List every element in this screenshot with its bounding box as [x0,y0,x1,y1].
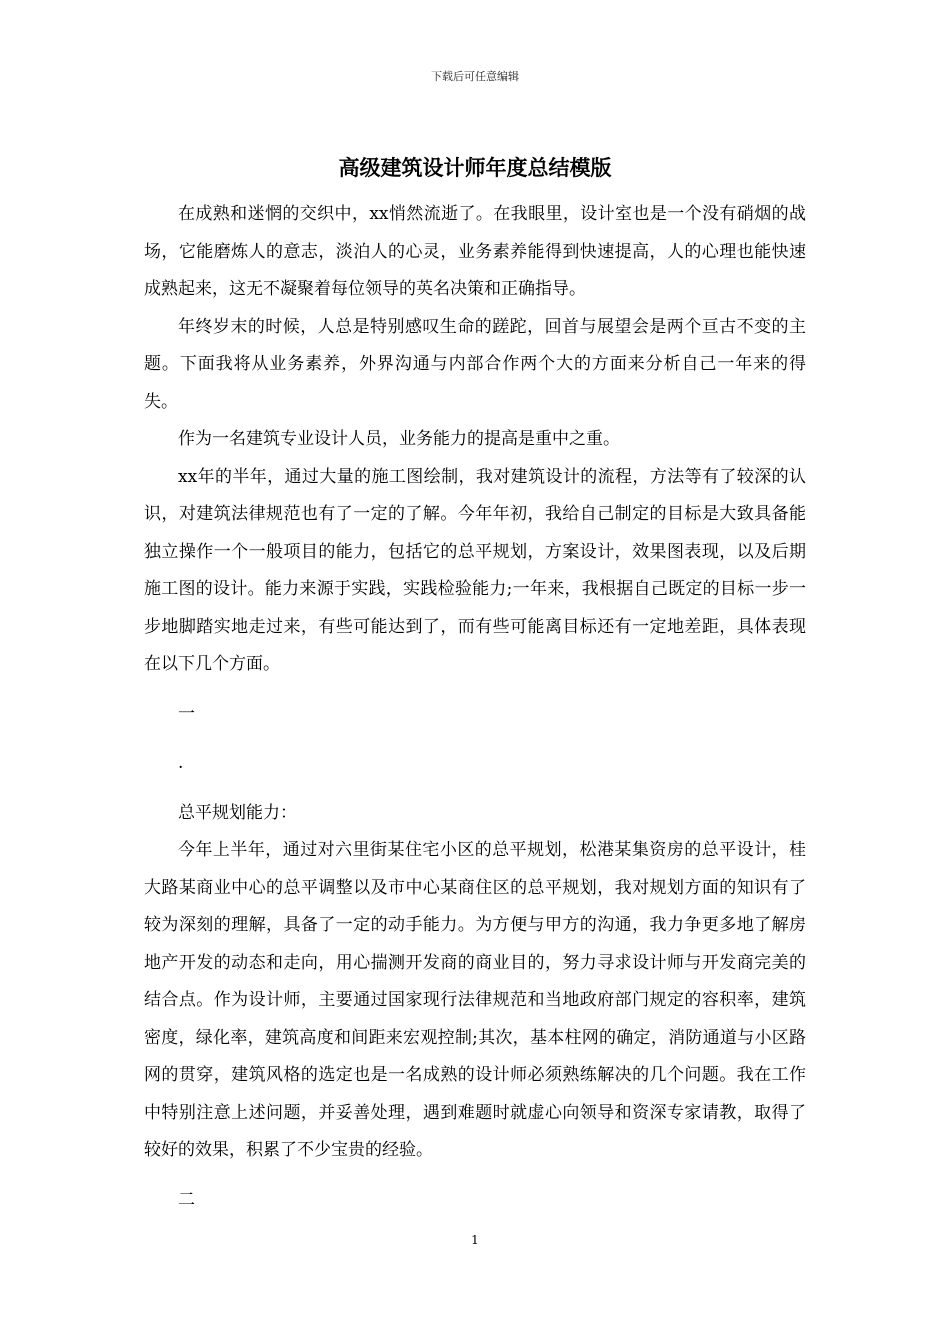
paragraph-half-year: xx年的半年，通过大量的施工图绘制，我对建筑设计的流程，方法等有了较深的认识，对建筑法律规范也有了一定的了解。今年年初，我给自己制定的目标是大致具备能独立操作一个一般项目的能力，包括它的总平规划，方案设计，效果图表现，以及后期施工图的设计。能力来源于实践，实践检验能力;一年来，我根据自己既定的目标一步一步地脚踏实地走过来，有些可能达到了，而有些可能离目标还有一定地差距，具体表现在以下几个方面。 [144,466,806,674]
section-number-one: 一 [178,703,195,724]
paragraph-year-end: 年终岁末的时候，人总是特别感叹生命的蹉跎，回首与展望会是两个亘古不变的主题。下面我将从业务素养，外界沟通与内部合作两个大的方面来分析自己一年来的得失。 [144,316,806,412]
paragraph-intro: 在成熟和迷惘的交织中，xx悄然流逝了。在我眼里，设计室也是一个没有硝烟的战场，它能磨炼人的意志，淡泊人的心灵，业务素养能得到快速提高，人的心理也能快速成熟起来，这无不凝聚着每位领导的英名决策和正确指导。 [144,204,806,299]
header-note: 下载后可任意编辑 [431,70,519,83]
paragraph-role: 作为一名建筑专业设计人员，业务能力的提高是重中之重。 [178,429,620,449]
section-dot: . [178,753,184,773]
page-number: 1 [471,1233,479,1247]
paragraph-planning: 今年上半年，通过对六里街某住宅小区的总平规划，松港某集资房的总平设计，桂大路某商业中心的总平调整以及市中心某商住区的总平规划，我对规划方面的知识有了较为深刻的理解，具备了一定的动手能力。为方便与甲方的沟通，我力争更多地了解房地产开发的动态和走向，用心揣测开发商的商业目的，努力寻求设计师与开发商完美的结合点。作为设计师，主要通过国家现行法律规范和当地政府部门规定的容积率，建筑密度，绿化率，建筑高度和间距来宏观控制;其次，基本柱网的确定，消防通道与小区路网的贯穿，建筑风格的选定也是一名成熟的设计师必须熟练解决的几个问题。我在工作中特别注意上述问题，并妥善处理，遇到难题时就虚心向领导和资深专家请教，取得了较好的效果，积累了不少宝贵的经验。 [144,840,806,1160]
section-number-two: 二 [178,1189,195,1210]
document-body [144,196,806,1219]
section-heading-planning: 总平规划能力： [178,802,297,823]
document-title: 高级建筑设计师年度总结模版 [338,156,612,180]
